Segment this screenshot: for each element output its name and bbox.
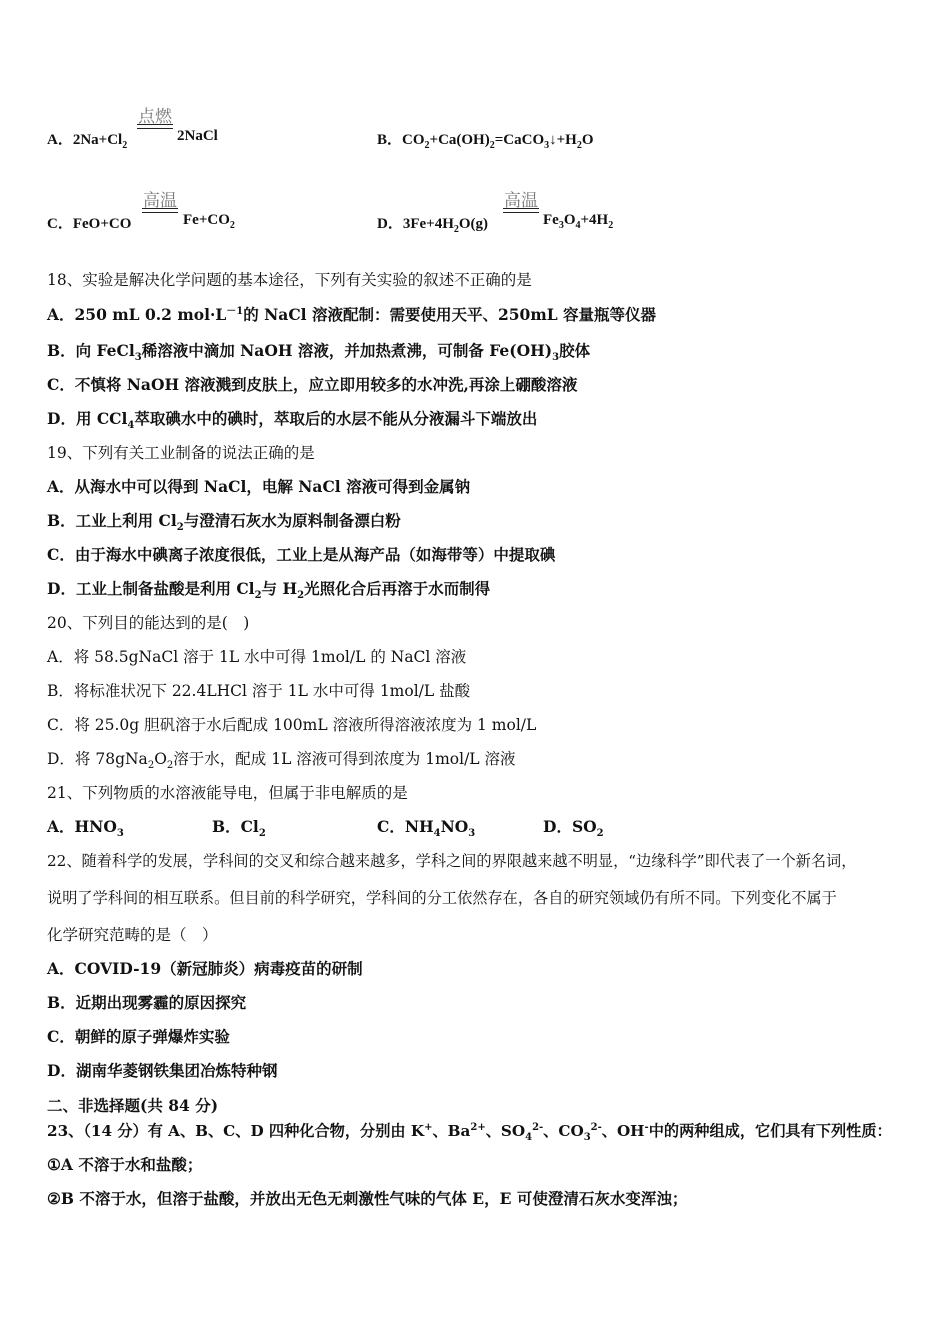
q17-c-rhs: $Fe+CO_2$: [183, 212, 235, 231]
q17-a-condition: 点燃: [138, 107, 172, 127]
q19-option-c: C．由于海水中碘离子浓度很低，工业上是从海产品（如海带等）中提取碘: [47, 545, 556, 564]
q18-option-a: A．250 mL 0.2 $mol\cdot L^{-1}$的 NaCl 溶液配制：需要使用天平、250mL 容量瓶等仪器: [47, 305, 657, 324]
q19-option-d: D．工业上制备盐酸是利用 $Cl_2$与 $H_2$光照化合后再溶于水而制得: [47, 579, 491, 602]
q17-c-lhs: C．FeO+CO: [47, 216, 132, 232]
q17-a-equals: [137, 124, 173, 129]
q17-d-rhs: $Fe_3O_4+4H_2$: [543, 212, 614, 231]
q17-d-condition: 高温: [504, 191, 538, 211]
q21-option-c: C．$NH_4NO_3$: [377, 817, 476, 840]
q17-c-condition: 高温: [143, 191, 177, 211]
section-heading: 二、非选择题(共 84 分): [47, 1096, 219, 1115]
q22-stem-line2: 说明了学科间的相互联系。但目前的科学研究，学科间的分工依然存在，各自的研究领域仍有所不同。下列变化不属于: [47, 889, 837, 907]
q23-stem: 23、（14 分）有 A、B、C、D 四种化合物，分别由 K+、$Ba^{2+}$、$SO_4^{2-}$、$CO_3^{2-}$、OH-中的两种组成，它们具有下列性质：: [47, 1121, 892, 1144]
q17-option-b: B．$CO_2+Ca(OH)_2=CaCO_3↓+H_2O$: [377, 132, 594, 151]
q17-a-lhs: A．$2Na+Cl_2$: [47, 132, 128, 151]
q18-stem: 18、实验是解决化学问题的基本途径，下列有关实验的叙述不正确的是: [47, 271, 532, 289]
q17-d-equals: [503, 208, 539, 213]
q18-option-d: D．用 CCl$_4$萃取碘水中的碘时，萃取后的水层不能从分液漏斗下端放出: [47, 409, 538, 432]
q20-option-c: C．将 25.0g 胆矾溶于水后配成 100mL 溶液所得溶液浓度为 1 mol/L: [47, 716, 537, 734]
q19-option-a: A．从海水中可以得到 NaCl，电解 NaCl 溶液可得到金属钠: [47, 477, 471, 496]
q20-option-a: A．将 58.5gNaCl 溶于 1L 水中可得 1mol/L 的 NaCl 溶液: [47, 648, 467, 666]
q18-option-b: B．向 FeCl$_3$稀溶液中滴加 NaOH 溶液，并加热煮沸，可制备 $Fe(OH)_3$胶体: [47, 341, 591, 364]
q18-option-c: C．不慎将 NaOH 溶液溅到皮肤上，应立即用较多的水冲洗,再涂上硼酸溶液: [47, 375, 578, 394]
q21-option-b: B．$Cl_2$: [212, 817, 266, 840]
q22-option-b: B．近期出现雾霾的原因探究: [47, 993, 247, 1012]
q22-option-c: C．朝鲜的原子弹爆炸实验: [47, 1027, 230, 1046]
q23-item-1: ①A 不溶于水和盐酸；: [47, 1155, 203, 1174]
q22-stem-line3: 化学研究范畴的是（ ）: [47, 926, 218, 944]
q22-stem-line1: 22、随着科学的发展，学科间的交叉和综合越来越多，学科之间的界限越来越不明显，“边缘科学”即代表了一个新名词，: [47, 852, 857, 870]
q23-item-2: ②B 不溶于水，但溶于盐酸，并放出无色无刺激性气味的气体 E，E 可使澄清石灰水变浑浊；: [47, 1189, 688, 1208]
q19-stem: 19、下列有关工业制备的说法正确的是: [47, 444, 315, 462]
q20-stem: 20、下列目的能达到的是( ): [47, 614, 250, 632]
q21-option-d: D．$SO_2$: [543, 817, 604, 840]
q21-option-a: A．$HNO_3$: [47, 817, 124, 840]
q20-option-d: D．将 $78gNa_2O_2$溶于水，配成 1L 溶液可得到浓度为 1mol/L 溶液: [47, 750, 516, 772]
q22-option-a: A．COVID-19（新冠肺炎）病毒疫苗的研制: [47, 959, 363, 978]
q17-a-rhs: 2NaCl: [177, 128, 218, 144]
q22-option-d: D．湖南华菱钢铁集团冶炼特种钢: [47, 1061, 278, 1080]
q17-d-lhs: D．$3Fe+4H_2O(g)$: [377, 216, 489, 235]
q17-c-equals: [142, 208, 178, 213]
q19-option-b: B．工业上利用 $Cl_2$与澄清石灰水为原料制备漂白粉: [47, 511, 401, 534]
q21-stem: 21、下列物质的水溶液能导电，但属于非电解质的是: [47, 784, 408, 802]
q20-option-b: B．将标准状况下 22.4LHCl 溶于 1L 水中可得 1mol/L 盐酸: [47, 682, 471, 700]
